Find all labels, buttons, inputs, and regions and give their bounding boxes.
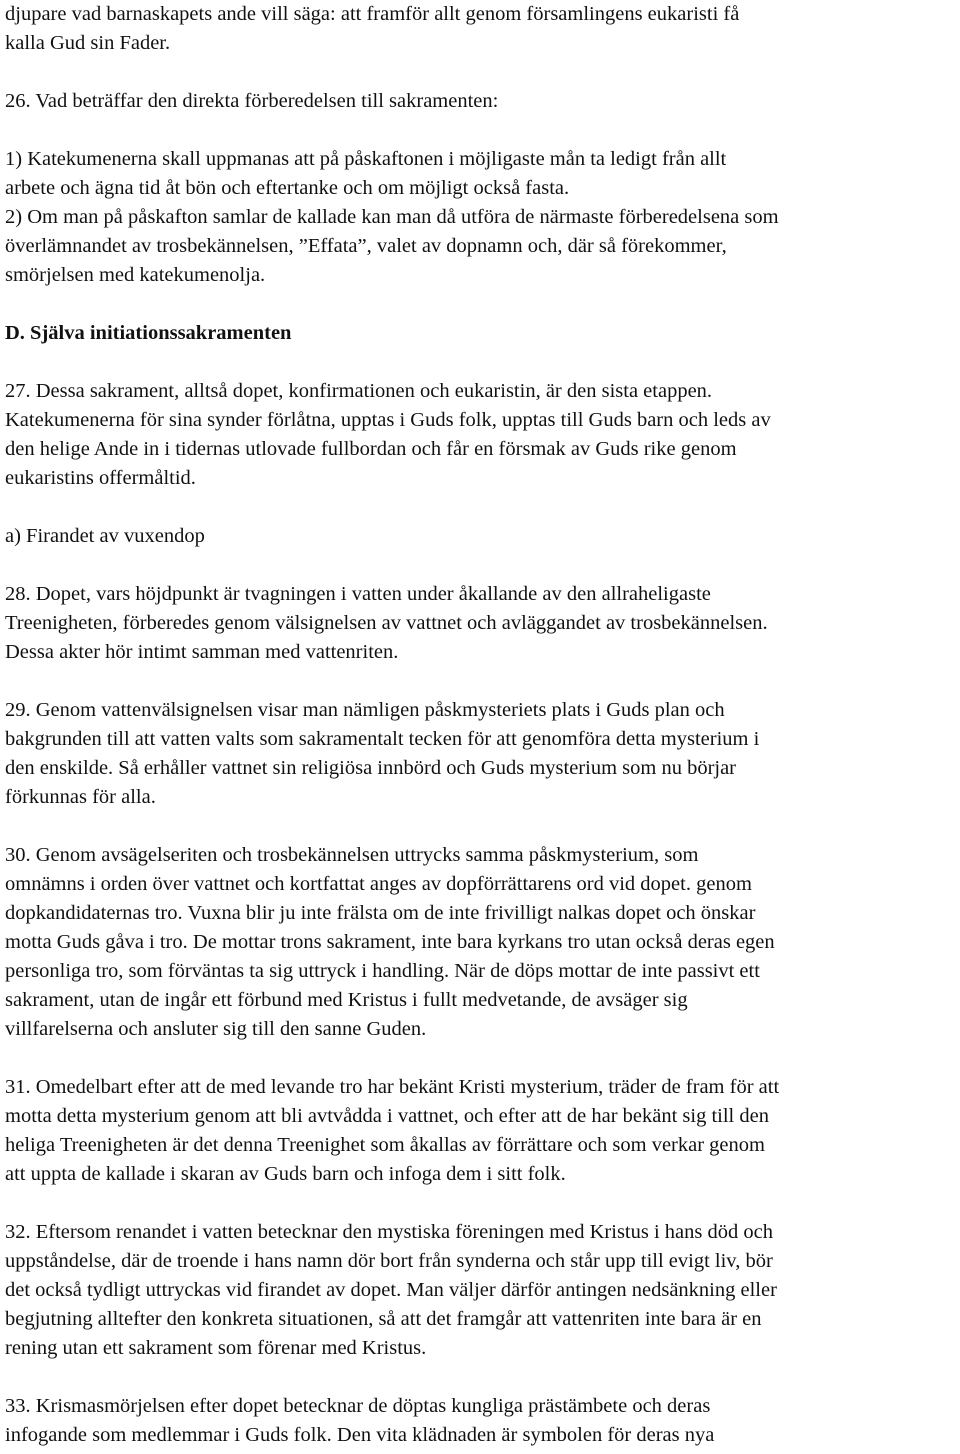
- text-line: Treenigheten, förberedes genom välsignelsen av vattnet och avläggandet av trosbekännelsen.: [5, 612, 768, 634]
- text-line: 32. Eftersom renandet i vatten betecknar den mystiska föreningen med Kristus i hans död och: [5, 1221, 773, 1243]
- text-line: sakrament, utan de ingår ett förbund med Kristus i fullt medvetande, de avsäger sig: [5, 989, 688, 1011]
- text-line: smörjelsen med katekumenolja.: [5, 264, 266, 286]
- paragraph: [5, 377, 960, 493]
- paragraph: [5, 1392, 960, 1450]
- paragraph: [5, 0, 960, 58]
- text-line: motta Guds gåva i tro. De mottar trons sakrament, inte bara kyrkans tro utan också deras egen: [5, 931, 775, 953]
- text-line: rening utan ett sakrament som förenar med Kristus.: [5, 1337, 427, 1359]
- paragraph: [5, 841, 960, 1044]
- paragraph: [5, 1073, 960, 1189]
- text-line: begjutning alltefter den konkreta situationen, så att det framgår att vattenriten inte bara är en: [5, 1308, 762, 1330]
- text-line: omnämns i orden över vattnet och kortfattat anges av dopförrättarens ord vid dopet. genom: [5, 873, 752, 895]
- text-line: 28. Dopet, vars höjdpunkt är tvagningen i vatten under åkallande av den allraheligaste: [5, 583, 711, 605]
- text-line: D. Själva initiationssakramenten: [5, 322, 292, 344]
- text-line: uppståndelse, där de troende i hans namn dör bort från synderna och står upp till evigt liv, bör: [5, 1250, 773, 1272]
- text-line: att uppta de kallade i skaran av Guds barn och infoga dem i sitt folk.: [5, 1163, 566, 1185]
- text-line: den enskilde. Så erhåller vattnet sin religiösa innbörd och Guds mysterium som nu börjar: [5, 757, 737, 779]
- text-line: heliga Treenigheten är det denna Treenighet som åkallas av förrättare och som verkar genom: [5, 1134, 765, 1156]
- paragraph: [5, 696, 960, 812]
- text-line: eukaristins offermåltid.: [5, 467, 196, 489]
- document-page: [5, 0, 960, 1450]
- paragraph: [5, 87, 960, 116]
- text-line: Dessa akter hör intimt samman med vattenriten.: [5, 641, 399, 663]
- text-line: Katekumenerna för sina synder förlåtna, upptas i Guds folk, upptas till Guds barn och leds av: [5, 409, 771, 431]
- text-line: djupare vad barnaskapets ande vill säga: att framför allt genom församlingens eukaristi få: [5, 3, 740, 25]
- paragraph-gap: [5, 348, 960, 377]
- section-heading: [5, 319, 960, 348]
- text-line: det också tydligt uttryckas vid firandet av dopet. Man väljer därför antingen nedsänkning eller: [5, 1279, 777, 1301]
- paragraph-gap: [5, 493, 960, 522]
- text-line: den helige Ande in i tidernas utlovade fullbordan och får en försmak av Guds rike genom: [5, 438, 737, 460]
- text-line: 27. Dessa sakrament, alltså dopet, konfirmationen och eukaristin, är den sista etappen.: [5, 380, 713, 402]
- text-line: motta detta mysterium genom att bli avtvådda i vattnet, och efter att de har bekänt sig till den: [5, 1105, 769, 1127]
- text-line: villfarelserna och ansluter sig till den sanne Guden.: [5, 1018, 427, 1040]
- text-line: a) Firandet av vuxendop: [5, 525, 205, 547]
- paragraph-gap: [5, 116, 960, 145]
- text-line: 31. Omedelbart efter att de med levande tro har bekänt Kristi mysterium, träder de fram för att: [5, 1076, 780, 1098]
- text-line: 26. Vad beträffar den direkta förberedelsen till sakramenten:: [5, 90, 499, 112]
- paragraph-gap: [5, 812, 960, 841]
- paragraph-gap: [5, 1363, 960, 1392]
- paragraph: [5, 1218, 960, 1363]
- text-line: 29. Genom vattenvälsignelsen visar man nämligen påskmysteriets plats i Guds plan och: [5, 699, 725, 721]
- text-line: arbete och ägna tid åt bön och eftertanke och om möjligt också fasta.: [5, 177, 570, 199]
- text-line: infogande som medlemmar i Guds folk. Den vita klädnaden är symbolen för deras nya: [5, 1424, 715, 1446]
- text-line: kalla Gud sin Fader.: [5, 32, 171, 54]
- text-line: överlämnandet av trosbekännelsen, ”Effata”, valet av dopnamn och, där så förekommer,: [5, 235, 727, 257]
- text-line: 30. Genom avsägelseriten och trosbekännelsen uttrycks samma påskmysterium, som: [5, 844, 699, 866]
- text-line: 2) Om man på påskafton samlar de kallade kan man då utföra de närmaste förberedelsena som: [5, 206, 779, 228]
- paragraph-gap: [5, 551, 960, 580]
- paragraph-gap: [5, 1044, 960, 1073]
- paragraph: [5, 522, 960, 551]
- paragraph-gap: [5, 58, 960, 87]
- paragraph: [5, 145, 960, 290]
- paragraph-gap: [5, 1189, 960, 1218]
- text-line: dopkandidaternas tro. Vuxna blir ju inte frälsta om de inte frivilligt nalkas dopet och önskar: [5, 902, 756, 924]
- paragraph-gap: [5, 667, 960, 696]
- text-line: personliga tro, som förväntas ta sig uttryck i handling. När de döps mottar de inte passivt ett: [5, 960, 760, 982]
- text-line: bakgrunden till att vatten valts som sakramentalt tecken för att genomföra detta mysterium i: [5, 728, 760, 750]
- text-line: förkunnas för alla.: [5, 786, 156, 808]
- paragraph: [5, 580, 960, 667]
- text-line: 33. Krismasmörjelsen efter dopet betecknar de döptas kungliga prästämbete och deras: [5, 1395, 711, 1417]
- text-line: 1) Katekumenerna skall uppmanas att på påskaftonen i möjligaste mån ta ledigt från allt: [5, 148, 727, 170]
- paragraph-gap: [5, 290, 960, 319]
